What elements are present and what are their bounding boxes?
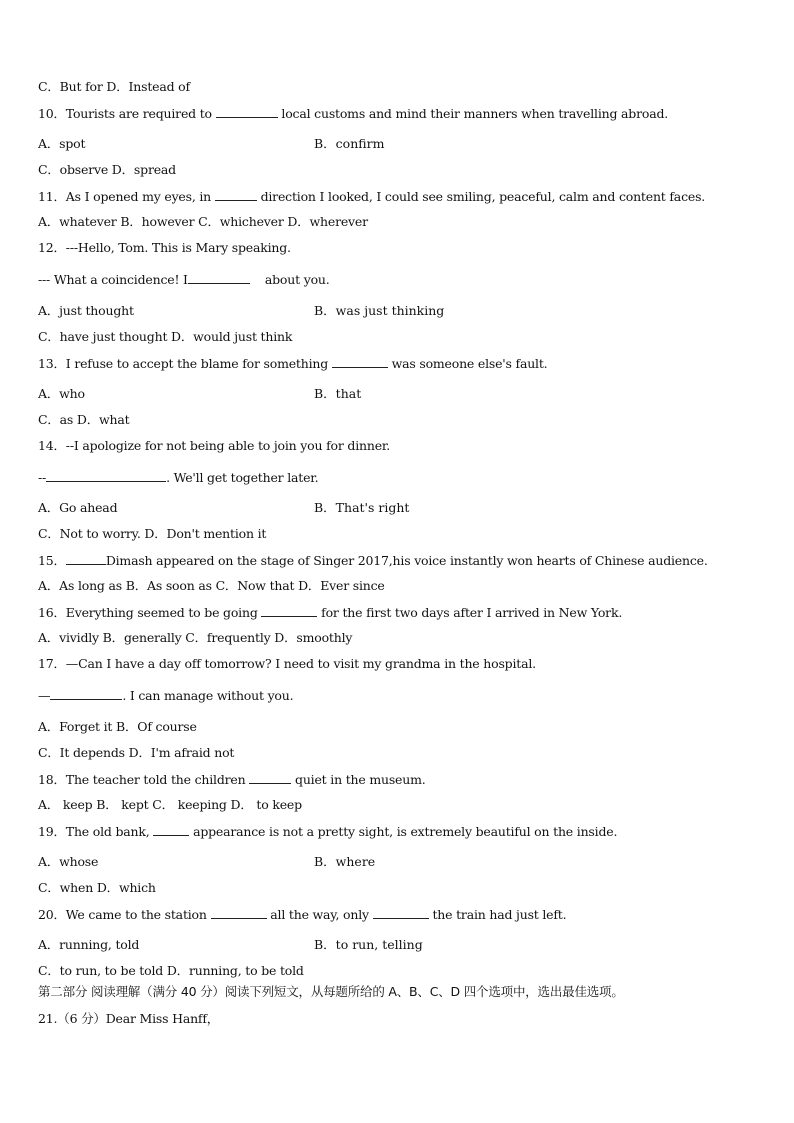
q14-option-a: A．Go ahead <box>38 500 118 515</box>
q16-stem: 16．Everything seemed to be going for the first two days after I arrived in New York. <box>38 605 623 620</box>
q15-stem: 15． Dimash appeared on the stage of Singer 2017,his voice instantly won hearts of Chinese audience. <box>38 553 708 568</box>
q12-option-b: B．was just thinking <box>314 303 445 318</box>
q13-options-cd: C．as D．what <box>38 412 130 427</box>
answer-blank <box>211 906 267 919</box>
q17-options-ab: A．Forget it B．Of course <box>38 719 197 734</box>
q14-line1: 14．--I apologize for not being able to join you for dinner. <box>38 438 391 453</box>
q20-stem: 20．We came to the station all the way, only the train had just left. <box>38 907 567 922</box>
answer-blank <box>188 271 250 284</box>
q21-letter-salutation: 21.（6 分）Dear Miss Hanff， <box>38 1011 220 1026</box>
q17-line2: — . I can manage without you. <box>38 688 294 703</box>
answer-blank <box>46 469 166 482</box>
q12-line2: --- What a coincidence! I about you. <box>38 272 330 287</box>
answer-blank <box>216 105 278 118</box>
q14-line2: -- . We'll get together later. <box>38 470 319 485</box>
q19-options-cd: C．when D．which <box>38 880 156 895</box>
answer-blank <box>215 188 257 201</box>
q14-option-b: B．That's right <box>314 500 410 515</box>
q10-options-cd: C．observe D．spread <box>38 162 176 177</box>
q20-option-b: B．to run, telling <box>314 937 423 952</box>
q17-line1: 17．—Can I have a day off tomorrow? I need to visit my grandma in the hospital. <box>38 656 536 671</box>
part2-heading: 第二部分 阅读理解（满分 40 分）阅读下列短文，从每题所给的 A、B、C、D 四个选项中，选出最佳选项。 <box>38 984 624 999</box>
q15-options: A．As long as B．As soon as C．Now that D．Ever since <box>38 578 385 593</box>
q18-stem: 18．The teacher told the children quiet in the museum. <box>38 772 426 787</box>
q12-options-cd: C．have just thought D．would just think <box>38 329 293 344</box>
q10-option-b: B．confirm <box>314 136 385 151</box>
q13-stem: 13．I refuse to accept the blame for something was someone else's fault. <box>38 356 548 371</box>
answer-blank <box>332 355 388 368</box>
q12-line1: 12．---Hello, Tom. This is Mary speaking. <box>38 240 291 255</box>
q10-option-a: A．spot <box>38 136 86 151</box>
q13-option-a: A．who <box>38 386 85 401</box>
answer-blank <box>261 604 317 617</box>
q19-option-a: A．whose <box>38 854 99 869</box>
q11-options: A．whatever B．however C．whichever D．wherever <box>38 214 368 229</box>
q19-stem: 19．The old bank, appearance is not a pretty sight, is extremely beautiful on the inside. <box>38 824 618 839</box>
q20-options-cd: C．to run, to be told D．running, to be told <box>38 963 304 978</box>
q19-option-b: B．where <box>314 854 376 869</box>
answer-blank <box>373 906 429 919</box>
q20-option-a: A．running, told <box>38 937 140 952</box>
q9-options-cd: C．But for D．Instead of <box>38 79 190 94</box>
q18-options: A． keep B． kept C． keeping D． to keep <box>38 797 302 812</box>
answer-blank <box>50 687 122 700</box>
q13-option-b: B．that <box>314 386 362 401</box>
q14-options-cd: C．Not to worry. D．Don't mention it <box>38 526 267 541</box>
answer-blank <box>66 552 106 565</box>
q12-option-a: A．just thought <box>38 303 134 318</box>
q16-options: A．vividly B．generally C．frequently D．smoothly <box>38 630 353 645</box>
answer-blank <box>153 823 189 836</box>
q17-options-cd: C．It depends D．I'm afraid not <box>38 745 235 760</box>
q11-stem: 11．As I opened my eyes, in direction I looked, I could see smiling, peaceful, calm and content faces. <box>38 189 706 204</box>
q10-stem: 10．Tourists are required to local customs and mind their manners when travelling abroad. <box>38 106 669 121</box>
answer-blank <box>249 771 291 784</box>
